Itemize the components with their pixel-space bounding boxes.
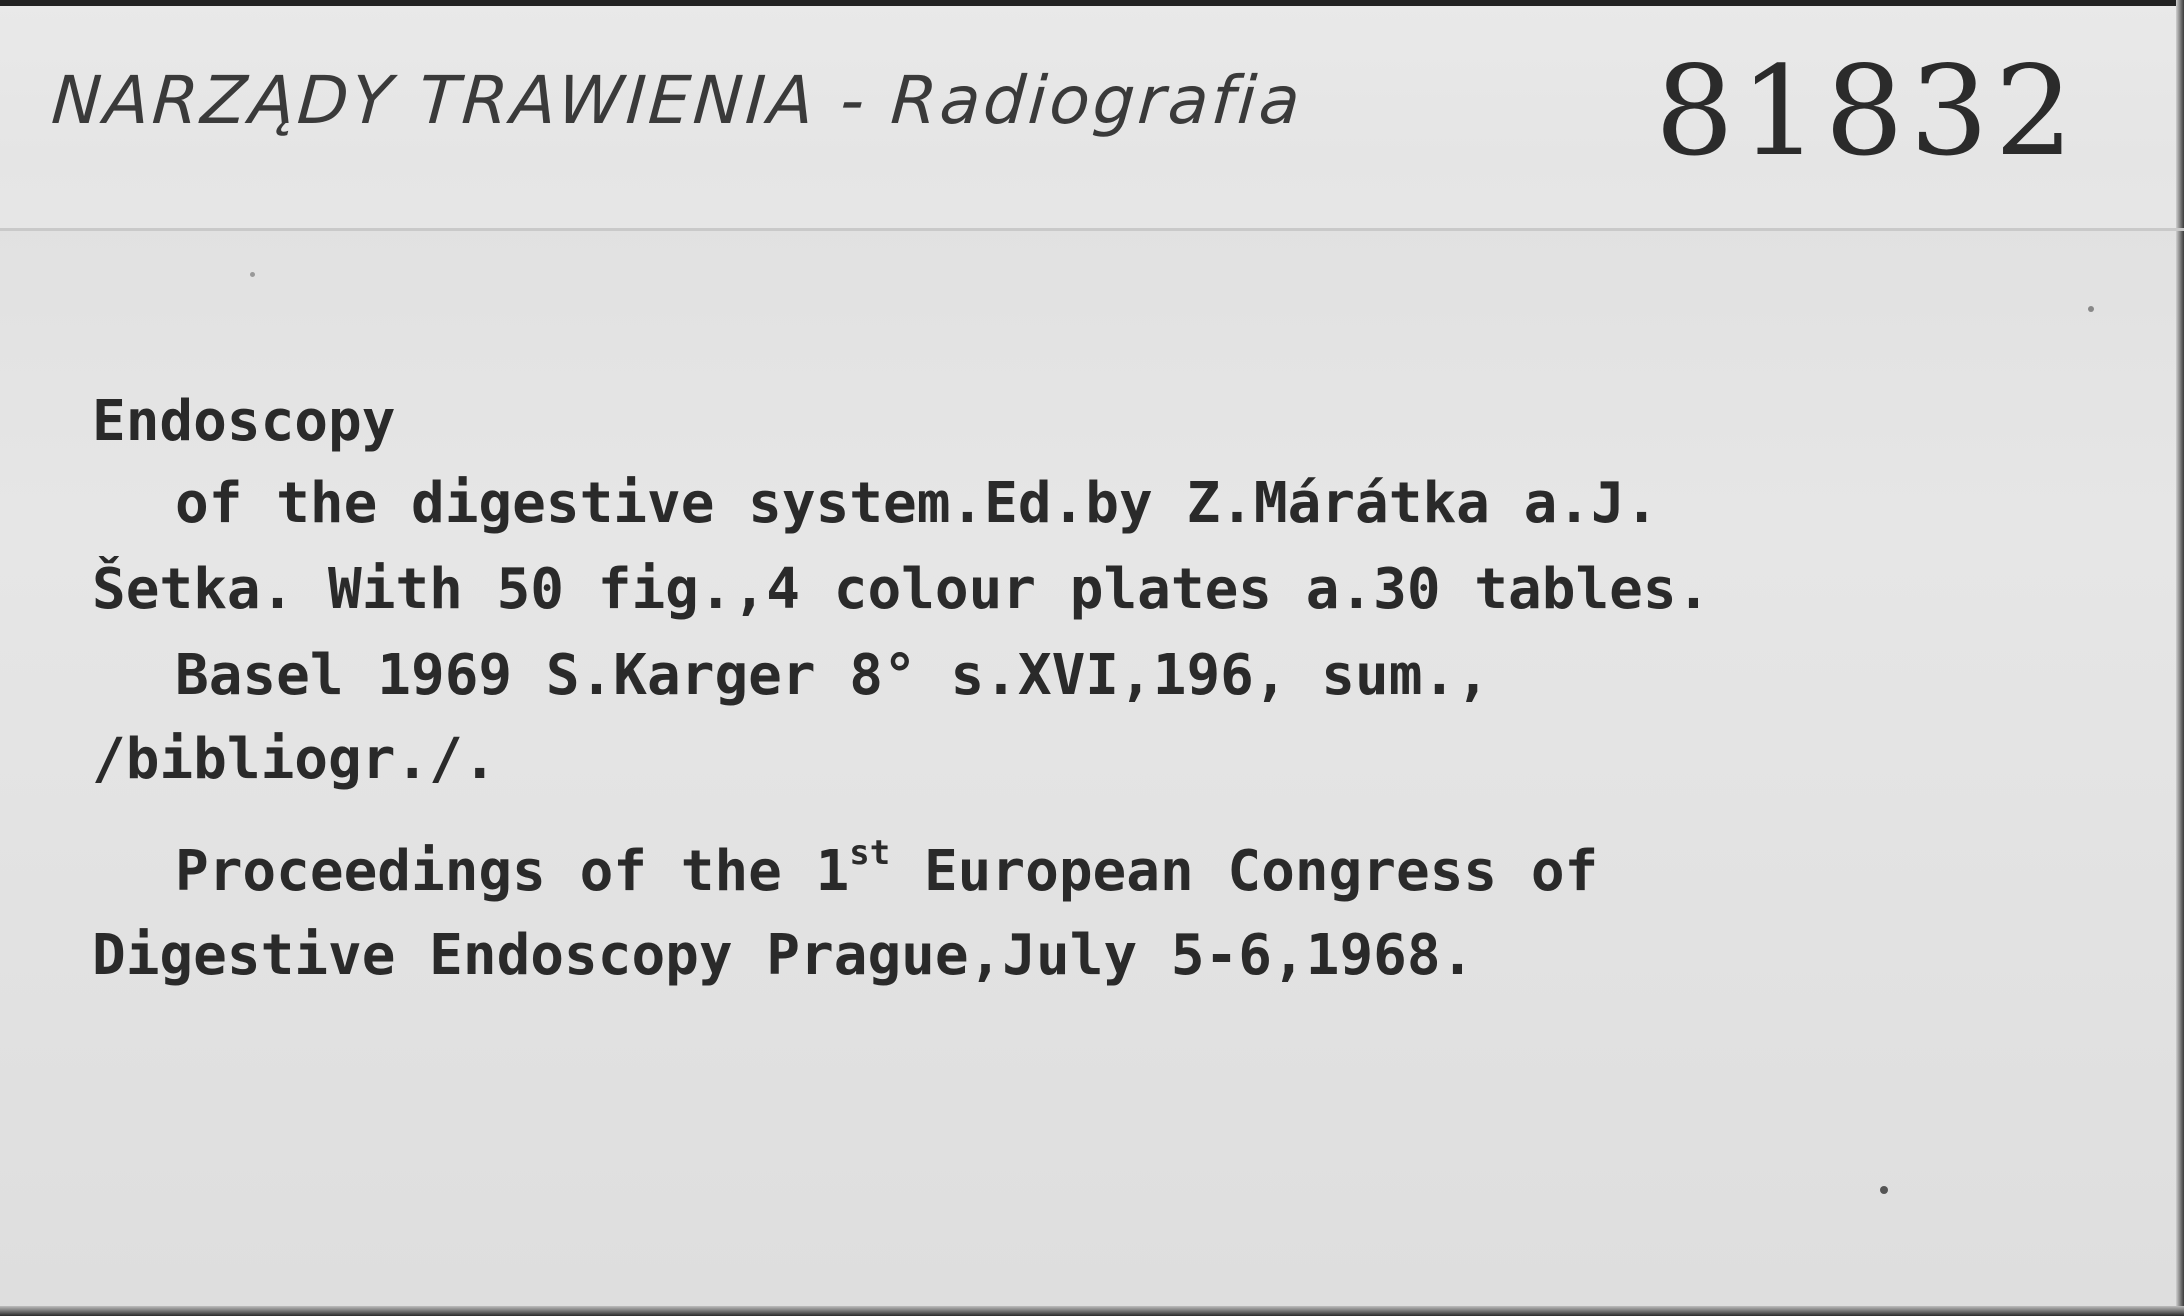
note-line-1-suffix: European Congress of	[890, 839, 1599, 904]
paper-speck	[2088, 306, 2094, 312]
catalog-number: 81832	[1655, 40, 2080, 184]
card-bottom-edge	[0, 1306, 2184, 1316]
paper-speck	[1880, 1186, 1888, 1194]
entry-line-1: of the digestive system.Ed.by Z.Márátka a.J.	[175, 471, 1659, 536]
entry-line-2: Šetka. With 50 fig.,4 colour plates a.30 tables.	[92, 557, 1711, 622]
header-rule	[0, 228, 2184, 231]
entry-line-3: Basel 1969 S.Karger 8° s.XVI,196, sum.,	[175, 643, 1490, 708]
card-top-edge	[0, 0, 2184, 6]
note-line-2: Digestive Endoscopy Prague,July 5-6,1968.	[92, 923, 1475, 988]
subject-heading: NARZĄDY TRAWIENIA - Radiografia	[49, 62, 1306, 139]
entry-line-4: /bibliogr./.	[92, 727, 497, 792]
card-right-edge	[2176, 0, 2184, 1316]
paper-speck	[250, 272, 255, 277]
note-line-1-prefix: Proceedings of the 1	[175, 839, 850, 904]
note-line-1	[175, 828, 1598, 916]
entry-title: Endoscopy	[92, 389, 396, 454]
note-line-1-superscript: st	[849, 833, 891, 873]
